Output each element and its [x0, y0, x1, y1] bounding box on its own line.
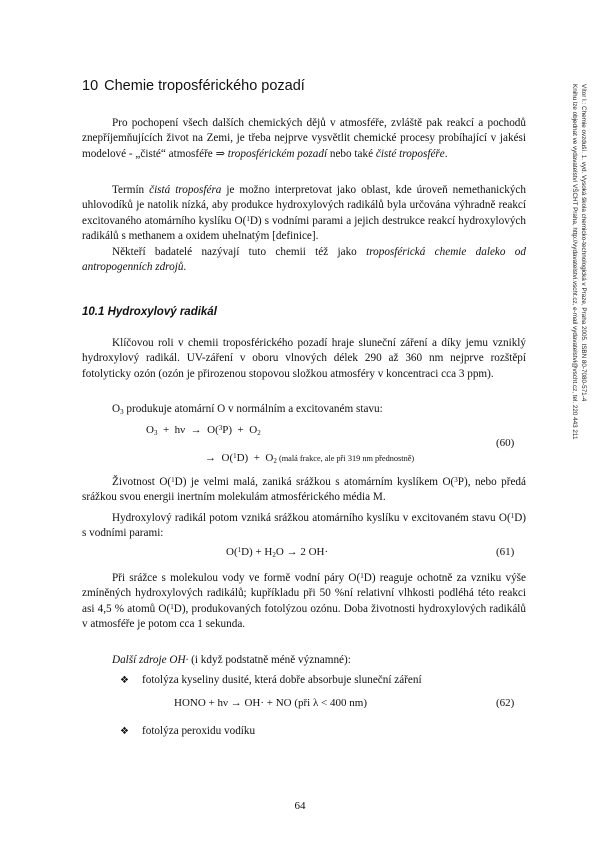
- bullet-nitrous-acid: ❖ fotolýza kyseliny dusité, která dobře absorbuje sluneční záření: [120, 674, 422, 686]
- equation-61: $O(^1D) + H_2O \to 2$ OH·: [226, 546, 329, 559]
- side-note-line-1: Vítor I.: Chemie ovzduší. 1. vyd. Vysoká škola chemicko-technologická v Praze, Praha 2005. ISBN 80-7080-571-4: [580, 84, 587, 402]
- bullet-hydrogen-peroxide: ❖ fotolýza peroxidu vodíku: [120, 725, 256, 737]
- section-title: [82, 306, 217, 318]
- page-number: 64: [294, 800, 306, 812]
- diamond-bullet-icon: ❖: [120, 675, 129, 686]
- side-note-line-2: Knihu lze objednat ve vydavatelství VŠCHT Praha, http://vydavatelstvi.vscht.cz, e-mail vydavatelstvi@vscht.cz, tel. 220 443 211: [571, 84, 578, 440]
- body-paragraph-other-sources: Další zdroje OH· (i když podstatně méně významné):: [112, 654, 351, 666]
- side-note: [562, 84, 588, 554]
- body-paragraph-lifetime: Životnost O($^1$D) je velmi malá, zaniká srážkou s atomárním kyslíkem O($^3$P), nebo předá srážkou svou energii inertním molekulám atmosférického média M.: [82, 476, 526, 504]
- body-paragraph-water-collision: Při srážce s molekulou vody ve formě vodní páry O($^1$D) reaguje ochotně za vzniku výše zmíněných hydroxylových radikálů; kupříkladu při 50 %ní relativní vlhkosti podléhá této reakci asi 4,5 % atomů O($^1$D), produkovaných fotolýzou ozónu. Doba životnosti hydroxylových radikálů v atmosféře je potom cca 1 sekunda.: [82, 572, 527, 631]
- intro-paragraph-1: Pro pochopení všech dalších chemických dějů v atmosféře, zvláště pak reakcí a pochodů znepříjemňujících život na Zemi, je třeba nejprve vysvětlit chemické procesy probíhající v jakési modelové - „čisté“ atmosféře ⇒ troposférickém pozadí nebo také čisté troposféře.: [82, 117, 526, 160]
- body-paragraph-photolysis: Klíčovou roli v chemii troposférického pozadí hraje sluneční záření a díky jemu vzniklý hydroxylový radikál. UV-záření v oboru vlnových délek 290 až 360 nm nejprve rozštěpí fotolyticky ozón (ozón je přirozenou stopovou složkou atmosféry v koncentraci cca 3 ppm).: [82, 337, 526, 380]
- equation-62: HONO + hν → OH· + NO (při λ < 400 nm): [174, 697, 367, 709]
- equation-60-number: (60): [496, 437, 515, 449]
- equation-61-number: (61): [496, 546, 515, 558]
- equation-60-line-2: → $O(^1D) + O_2$ (malá frakce, ale při 319 nm přednostně): [205, 452, 415, 465]
- intro-paragraph-2: Termín čistá troposféra je možno interpretovat jako oblast, kde úroveň nemethanických uhlovodíků je natolik nízká, aby produkce hydroxylových radikálů byla určována výhradně reakcí excitovaného atomárního kyslíku O($^1$D) s vodními parami a jejich destrukce reakcí hydroxylových radikálů s methanem a oxidem uhelnatým [definice].: [82, 184, 526, 243]
- body-paragraph-formation: Hydroxylový radikál potom vzniká srážkou atomárního kyslíku v excitovaném stavu O($^1$D) s vodními parami:: [82, 512, 526, 540]
- intro-paragraph-3: Někteří badatelé nazývají tuto chemii též jako troposférická chemie daleko od antropogenních zdrojů.: [82, 246, 526, 274]
- equation-62-number: (62): [496, 697, 515, 709]
- chapter-title: [82, 78, 305, 94]
- chapter-number: 10: [82, 78, 99, 94]
- body-paragraph-ozone: $O_3$ produkuje atomární O v normálním a excitovaném stavu:: [112, 403, 383, 416]
- equation-60-line-1: $O_3 + h\nu \to O(^3P) + O_2$: [146, 424, 261, 437]
- diamond-bullet-icon: ❖: [120, 726, 129, 737]
- section-number: 10.1: [82, 306, 105, 318]
- section-title-text: Hydroxylový radikál: [107, 306, 217, 318]
- chapter-title-text: Chemie troposférického pozadí: [104, 78, 305, 94]
